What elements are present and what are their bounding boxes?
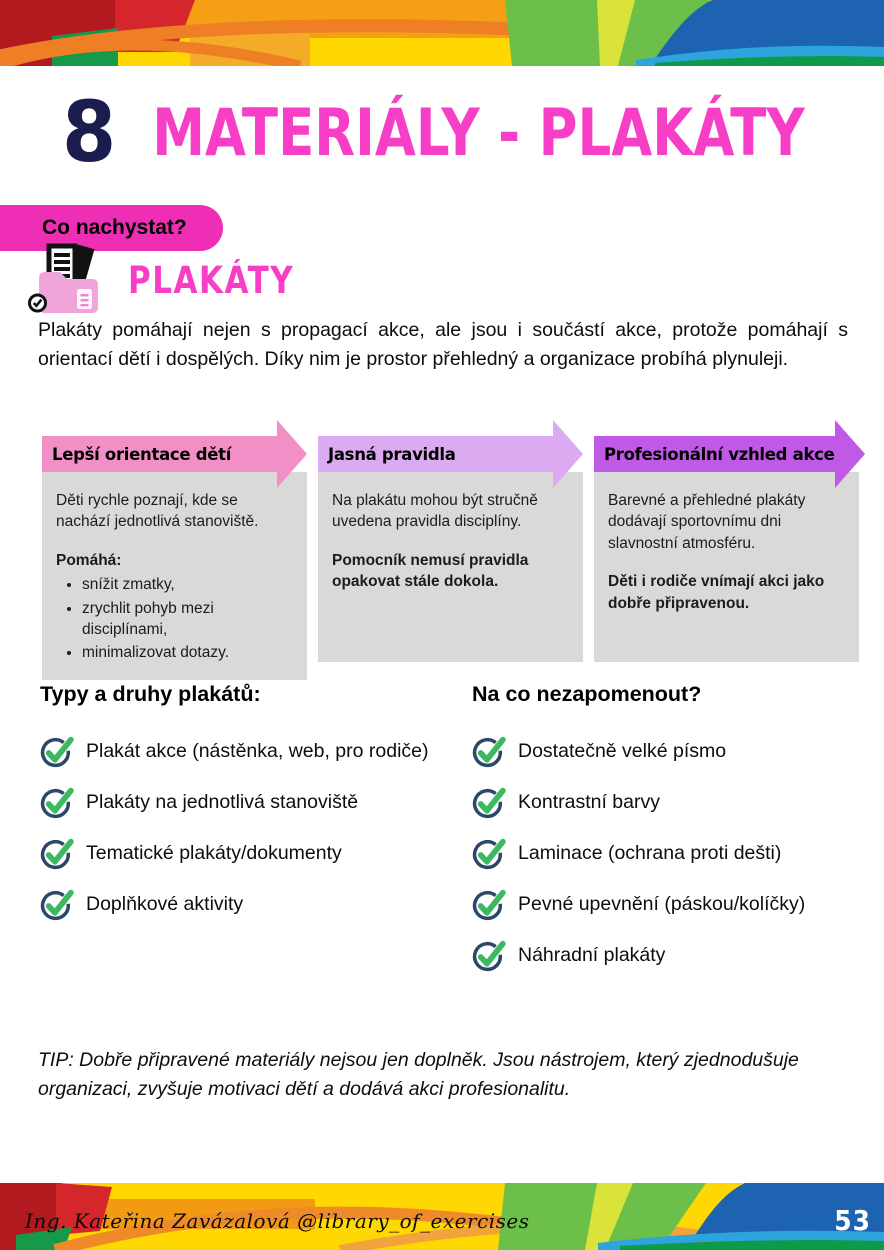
checklist-reminders [472,682,877,988]
checklist-items [40,733,480,923]
arrow-banner [42,420,307,488]
checklist-item-label: Plakáty na jednotlivá stanoviště [86,791,359,813]
benefit-card-body [42,472,307,680]
check-circle-icon [472,786,509,819]
section-heading-row [28,243,294,319]
check-circle-icon [40,735,77,768]
checklist-item-label: Pevné upevnění (páskou/kolíčky) [518,893,806,915]
check-circle-icon [472,939,509,972]
checklist-item [40,886,480,923]
benefit-cards [42,420,860,680]
chapter-title-row [62,84,805,182]
footer-credit: Ing. Kateřina Zavázalová @library_of_exercises [25,1209,530,1233]
checklist-item-label: Náhradní plakáty [518,944,666,966]
checklist-poster-types [40,682,480,937]
checklist-item-label: Tematické plakáty/dokumenty [86,842,342,864]
page-title: MATERIÁLY - PLAKÁTY [152,95,805,171]
benefit-card-title: Profesionální vzhled akce [594,436,835,472]
bullet-item: • zrychlit pohyb mezi disciplínami, [82,598,293,641]
checklist-item [40,835,480,872]
benefit-card-bold-text: Děti i rodiče vnímají akci jako dobře připravenou. [608,573,825,612]
tip-paragraph: TIP: Dobře připravené materiály nejsou jen doplněk. Jsou nástrojem, který zjednodušuje organizaci, zvyšuje motivaci dětí a dodává akci profesionalitu. [38,1049,799,1101]
checklist-item [40,784,480,821]
section-badge-label: Co nachystat? [42,216,187,239]
checklist-item [472,835,877,872]
checklist-item [472,733,877,770]
benefit-card-body [594,472,859,662]
bullet-item: • snížit zmatky, [82,574,293,595]
checklist-item-label: Plakát akce (nástěnka, web, pro rodiče) [86,740,429,762]
benefit-card-text: Děti rychle poznají, kde se nachází jednotlivá stanoviště. [56,492,259,531]
page-number: 53 [834,1204,871,1237]
checklist-heading: Typy a druhy plakátů: [40,682,261,706]
check-circle-icon [472,888,509,921]
checklist-item [472,784,877,821]
arrow-head-icon [835,420,865,488]
checklist-item [472,886,877,923]
section-heading: PLAKÁTY [128,259,295,303]
arrow-banner [594,420,859,488]
check-circle-icon [40,786,77,819]
benefit-card-title: Jasná pravidla [318,436,553,472]
checklist-item-label: Dostatečně velké písmo [518,740,727,762]
check-circle-icon [40,837,77,870]
check-circle-icon [472,735,509,768]
benefit-card-bold-text: Pomocník nemusí pravidla opakovat stále dokola. [332,551,529,591]
benefit-card-text: Barevné a přehledné plakáty dodávají sportovnímu dni slavnostní atmosféru. [608,492,806,552]
benefit-card-body [318,472,583,662]
intro-paragraph: Plakáty pomáhají nejen s propagací akce, ale jsou i součástí akce, protože pomáhají s orientací dětí i dospělých. Díky nim je prostor přehledný a organizace probíhá plynuleji. [38,319,848,370]
check-circle-icon [472,837,509,870]
bullet-item: • minimalizovat dotazy. [82,642,293,663]
arrow-head-icon [277,420,307,488]
benefit-card-text: Na plakátu mohou být stručně uvedena pravidla disciplíny. [332,492,538,531]
checklist-heading: Na co nezapomenout? [472,682,702,706]
arrow-banner [318,420,583,488]
checklist-item-label: Laminace (ochrana proti dešti) [518,842,782,864]
checklist-item-label: Kontrastní barvy [518,791,660,813]
checklist-item [472,937,877,974]
rainbow-header-graphic [0,0,884,66]
benefit-card-rules [318,420,583,680]
checklist-item [40,733,480,770]
benefit-card-title: Lepší orientace dětí [42,436,277,472]
arrow-head-icon [553,420,583,488]
benefit-card-orientation [42,420,307,680]
check-circle-icon [40,888,77,921]
checklist-item-label: Doplňkové aktivity [86,893,244,915]
chapter-number: 8 [62,84,117,182]
checklist-items [472,733,877,974]
folder-documents-icon [28,243,108,319]
benefit-card-lead: Pomáhá: [56,551,122,569]
benefit-card-professional [594,420,859,680]
benefit-card-bullets [82,574,293,664]
